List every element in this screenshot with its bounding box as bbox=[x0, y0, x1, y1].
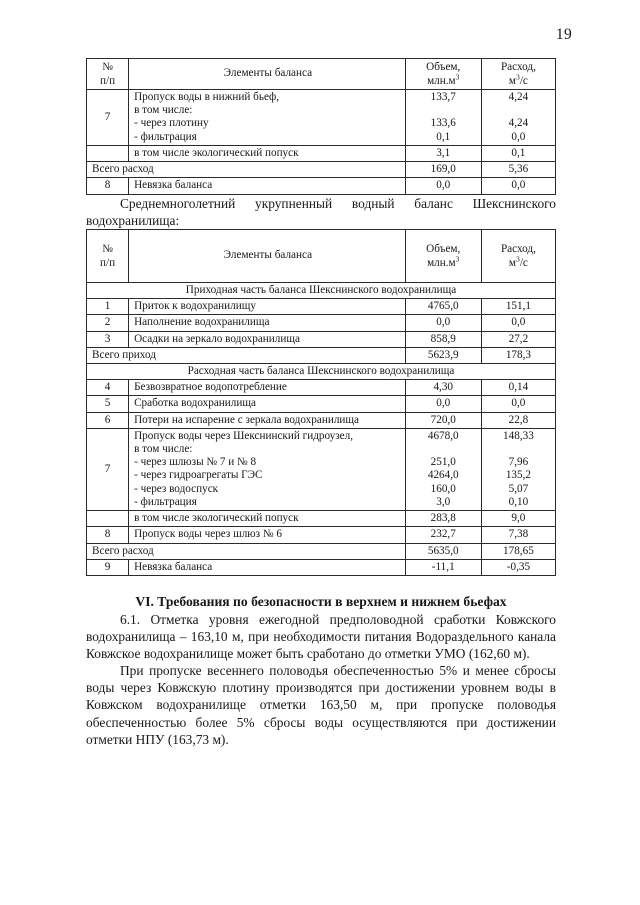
table-row bbox=[87, 90, 556, 146]
row-number: 2 bbox=[87, 315, 129, 331]
header-volume-exponent: 3 bbox=[455, 254, 460, 264]
row-number: 4 bbox=[87, 380, 129, 396]
row-volume-multiline bbox=[405, 428, 481, 510]
header-volume-line1: Объем, bbox=[426, 61, 461, 73]
row-volume-multiline bbox=[405, 90, 481, 146]
value-line: 4264,0 bbox=[427, 469, 459, 482]
header-rate-line2: $м^3/с$ bbox=[508, 72, 528, 87]
table-header-row bbox=[87, 59, 556, 90]
row-volume: 4,30 bbox=[405, 380, 481, 396]
header-cell-rate bbox=[481, 229, 555, 282]
row-line: Пропуск воды через Шекснинский гидроузел, bbox=[134, 429, 354, 442]
table-row-hydro-complex bbox=[87, 428, 556, 510]
value-line: 0,10 bbox=[508, 495, 529, 508]
paragraph-6-2: При пропуске весеннего половодья обеспеченностью 5% и менее сбросы воды через Ковжскую плотину производятся при достижении уровнем воды в Ковжском водохранилище отметки 163,50 м, при пропуске половодья обеспеченностью более 5% сбросы воды осуществляются при достижении отметки НПУ (163,73 м). bbox=[86, 663, 556, 747]
total-label: Всего расход bbox=[87, 543, 406, 559]
row-element: Приток к водохранилищу bbox=[129, 299, 406, 315]
header-rate-line1: Расход, bbox=[500, 61, 536, 73]
row-number: 3 bbox=[87, 331, 129, 347]
row-element: Осадки на зеркало водохранилища bbox=[129, 331, 406, 347]
table-total-row bbox=[87, 162, 556, 178]
value-line: 148,33 bbox=[503, 429, 534, 442]
row-element: Сработка водохранилища bbox=[129, 396, 406, 412]
total-label: Всего расход bbox=[87, 162, 406, 178]
table-row bbox=[87, 145, 556, 161]
row-number bbox=[87, 511, 129, 527]
value-line: 251,0 bbox=[430, 456, 456, 469]
total-rate: 178,65 bbox=[481, 543, 555, 559]
header-cell-element: Элементы баланса bbox=[129, 59, 406, 90]
row-number: 8 bbox=[87, 178, 129, 194]
page-content bbox=[86, 58, 556, 748]
row-rate: -0,35 bbox=[481, 559, 555, 575]
table-section-header-income bbox=[87, 282, 556, 298]
value-line: 133,6 bbox=[430, 117, 456, 130]
total-volume: 5623,9 bbox=[405, 347, 481, 363]
row-rate: 0,0 bbox=[481, 315, 555, 331]
row-number: 6 bbox=[87, 412, 129, 428]
total-volume: 5635,0 bbox=[405, 543, 481, 559]
row-line: в том числе: bbox=[134, 104, 193, 117]
row-rate: 151,1 bbox=[481, 299, 555, 315]
header-rate-exponent: 3 bbox=[516, 72, 520, 82]
row-element: Невязка баланса bbox=[129, 178, 406, 194]
row-number: 5 bbox=[87, 396, 129, 412]
table-row bbox=[87, 299, 556, 315]
table-row bbox=[87, 412, 556, 428]
row-element: Невязка баланса bbox=[129, 559, 406, 575]
row-element: Потери на испарение с зеркала водохранилища bbox=[129, 412, 406, 428]
row-line: Пропуск воды в нижний бьеф, bbox=[134, 91, 280, 103]
row-number: 1 bbox=[87, 299, 129, 315]
table-row bbox=[87, 331, 556, 347]
header-volume-line2: $млн.м^3$ bbox=[427, 72, 460, 87]
intro-paragraph: Среднемноголетний укрупненный водный баланс Шекснинского водохранилища: bbox=[86, 195, 556, 228]
header-volume-line2: $млн.м^3$ bbox=[427, 254, 460, 269]
header-volume-line1: Объем, bbox=[426, 242, 461, 255]
header-number-line2: п/п bbox=[99, 256, 116, 269]
header-number-line2: п/п bbox=[99, 75, 116, 87]
row-volume: 3,1 bbox=[405, 145, 481, 161]
total-label: Всего приход bbox=[87, 347, 406, 363]
row-element: Безвозвратное водопотребление bbox=[129, 380, 406, 396]
row-volume: 232,7 bbox=[405, 527, 481, 543]
table-total-row-expense bbox=[87, 543, 556, 559]
row-number: 8 bbox=[87, 527, 129, 543]
table-section-header-expense bbox=[87, 363, 556, 379]
table-total-row-income bbox=[87, 347, 556, 363]
row-volume: 0,0 bbox=[405, 396, 481, 412]
value-line: 4678,0 bbox=[427, 429, 459, 442]
value-line: 4,24 bbox=[508, 91, 529, 103]
row-rate: 27,2 bbox=[481, 331, 555, 347]
header-cell-number bbox=[87, 229, 129, 282]
row-volume: 0,0 bbox=[405, 178, 481, 194]
row-element-multiline bbox=[129, 90, 406, 146]
header-cell-rate bbox=[481, 59, 555, 90]
header-cell-number bbox=[87, 59, 129, 90]
row-element: Наполнение водохранилища bbox=[129, 315, 406, 331]
row-number: 7 bbox=[87, 90, 129, 146]
header-cell-volume bbox=[405, 59, 481, 90]
table-row bbox=[87, 396, 556, 412]
row-line: - через шлюзы № 7 и № 8 bbox=[134, 456, 257, 469]
value-line: 0,0 bbox=[511, 130, 526, 143]
page-number: 19 bbox=[555, 26, 572, 43]
row-number: 7 bbox=[87, 428, 129, 510]
table-header-row bbox=[87, 229, 556, 282]
value-line: 7,96 bbox=[508, 456, 529, 469]
value-line: 3,0 bbox=[436, 495, 451, 508]
table-row bbox=[87, 527, 556, 543]
row-rate-multiline bbox=[481, 428, 555, 510]
row-number bbox=[87, 145, 129, 161]
header-rate-exponent: 3 bbox=[516, 254, 520, 264]
total-volume: 169,0 bbox=[405, 162, 481, 178]
section-label: Расходная часть баланса Шекснинского водохранилища bbox=[87, 363, 556, 379]
table-row-eco-release bbox=[87, 511, 556, 527]
table-row bbox=[87, 178, 556, 194]
header-volume-exponent: 3 bbox=[455, 72, 460, 82]
row-rate: 0,14 bbox=[481, 380, 555, 396]
row-line: в том числе: bbox=[134, 443, 193, 456]
value-line: 0,1 bbox=[436, 130, 451, 143]
row-rate: 0,0 bbox=[481, 178, 555, 194]
row-line: - через плотину bbox=[134, 117, 209, 130]
value-line: 133,7 bbox=[430, 91, 456, 103]
row-line: - через гидроагрегаты ГЭС bbox=[134, 469, 263, 482]
row-volume: 283,8 bbox=[405, 511, 481, 527]
row-element: в том числе экологический попуск bbox=[129, 145, 406, 161]
header-rate-line1: Расход, bbox=[500, 242, 536, 255]
section-title-vi: VI. Требования по безопасности в верхнем и нижнем бьефах bbox=[135, 594, 507, 609]
table-row bbox=[87, 315, 556, 331]
header-cell-element: Элементы баланса bbox=[129, 229, 406, 282]
row-rate: 7,38 bbox=[481, 527, 555, 543]
row-rate: 22,8 bbox=[481, 412, 555, 428]
table-balance-continuation bbox=[86, 58, 556, 195]
row-element: в том числе экологический попуск bbox=[129, 511, 406, 527]
value-line: 135,2 bbox=[505, 469, 531, 482]
row-rate: 0,0 bbox=[481, 396, 555, 412]
row-rate: 0,1 bbox=[481, 145, 555, 161]
header-cell-volume bbox=[405, 229, 481, 282]
row-line: - фильтрация bbox=[134, 130, 197, 143]
table-row bbox=[87, 559, 556, 575]
value-line: 4,24 bbox=[508, 117, 529, 130]
row-element: Пропуск воды через шлюз № 6 bbox=[129, 527, 406, 543]
table-sheksna-balance bbox=[86, 229, 556, 576]
total-rate: 5,36 bbox=[481, 162, 555, 178]
header-rate-line2: $м^3/с$ bbox=[508, 254, 528, 269]
total-rate: 178,3 bbox=[481, 347, 555, 363]
row-element-multiline bbox=[129, 428, 406, 510]
row-volume: 858,9 bbox=[405, 331, 481, 347]
row-line: - через водоспуск bbox=[134, 482, 219, 495]
row-number: 9 bbox=[87, 559, 129, 575]
paragraph-6-1: 6.1. Отметка уровня ежегодной предполоводной сработки Ковжского водохранилища – 163,10 м, при необходимости питания Водораздельного канала Ковжское водохранилище может быть сработано до отметки УМО (162,60 м). bbox=[86, 611, 556, 661]
value-line: 5,07 bbox=[508, 482, 529, 495]
row-rate-multiline bbox=[481, 90, 555, 146]
value-line: 160,0 bbox=[430, 482, 456, 495]
section-label: Приходная часть баланса Шекснинского водохранилища bbox=[87, 282, 556, 298]
row-volume: -11,1 bbox=[405, 559, 481, 575]
table-row bbox=[87, 380, 556, 396]
header-number-line1: № bbox=[102, 242, 113, 255]
row-rate: 9,0 bbox=[481, 511, 555, 527]
row-volume: 0,0 bbox=[405, 315, 481, 331]
header-number-line1: № bbox=[102, 61, 113, 73]
row-line: - фильтрация bbox=[134, 495, 197, 508]
row-volume: 720,0 bbox=[405, 412, 481, 428]
row-volume: 4765,0 bbox=[405, 299, 481, 315]
